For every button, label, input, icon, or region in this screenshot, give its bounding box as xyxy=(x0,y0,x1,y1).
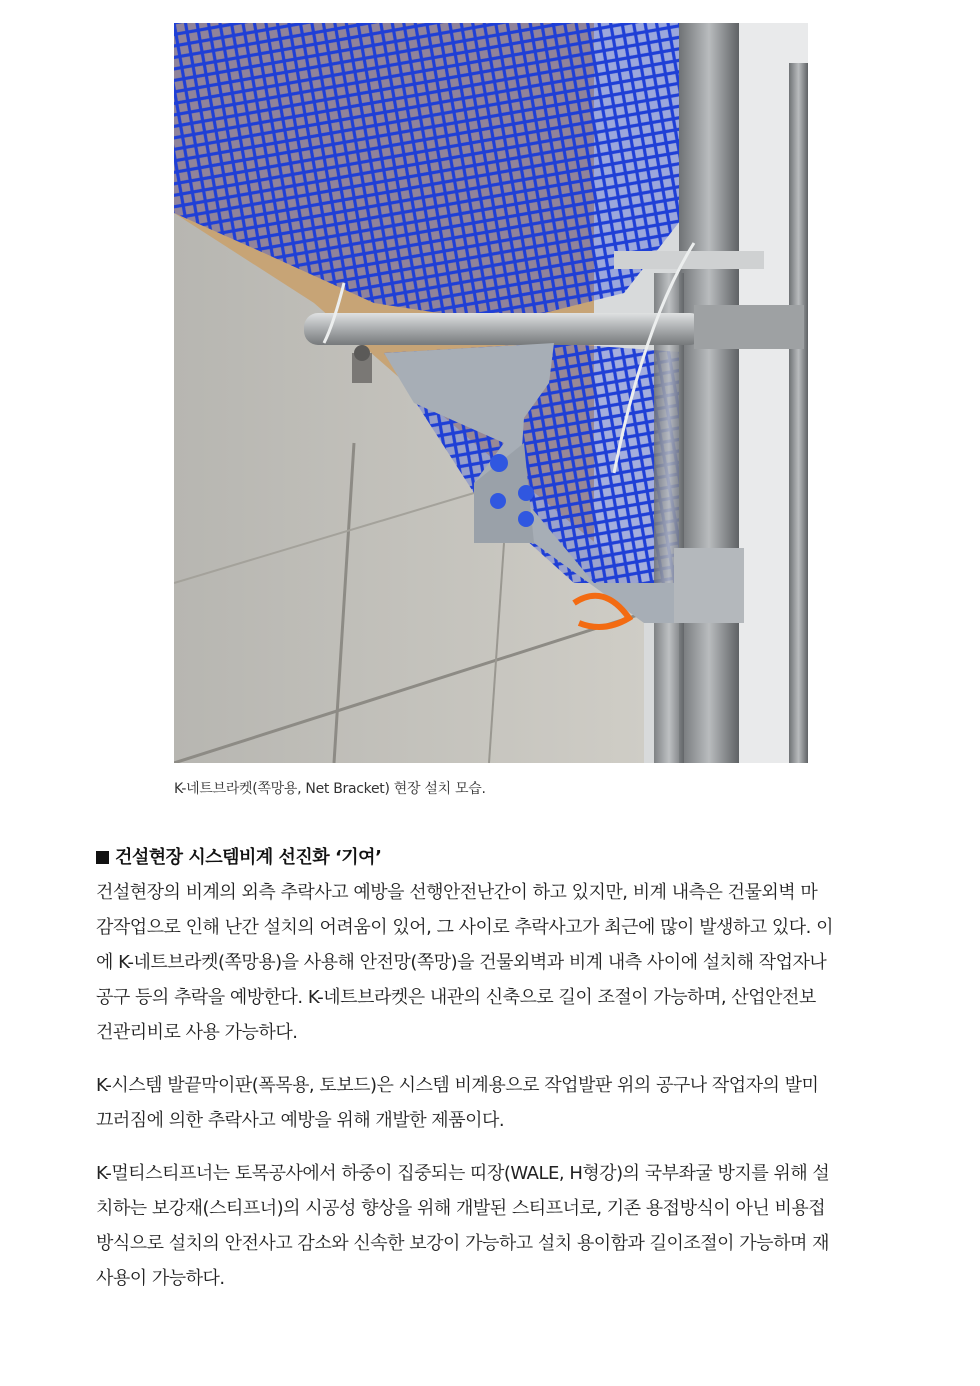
paragraph-line: 사용이 가능하다. xyxy=(96,1268,225,1289)
paragraph-line: 치하는 보강재(스티프너)의 시공성 향상을 위해 개발된 스티프너로, 기존 용접방식이 아닌 비용접 xyxy=(96,1198,826,1219)
paragraph-line: 공구 등의 추락을 예방한다. K-네트브라켓은 내관의 신축으로 길이 조절이 가능하며, 산업안전보 xyxy=(96,987,816,1008)
paragraph xyxy=(96,875,886,1050)
paragraph-line: K-멀티스티프너는 토목공사에서 하중이 집중되는 띠장(WALE, H형강)의 국부좌굴 방지를 위해 설 xyxy=(96,1163,830,1184)
paragraph-line: 감작업으로 인해 난간 설치의 어려움이 있어, 그 사이로 추락사고가 최근에 많이 발생하고 있다. 이 xyxy=(96,917,833,938)
photo-caption: K-네트브라켓(쪽망용, Net Bracket) 현장 설치 모습. xyxy=(174,781,486,797)
paragraph xyxy=(96,1156,886,1296)
section-heading-text: 건설현장 시스템비계 선진화 ‘기여’ xyxy=(115,847,382,868)
paragraph-line: 건관리비로 사용 가능하다. xyxy=(96,1022,298,1043)
paragraph-line: 건설현장의 비계의 외측 추락사고 예방을 선행안전난간이 하고 있지만, 비계 내측은 건물외벽 마 xyxy=(96,882,818,903)
paragraph-line: K-시스템 발끝막이판(폭목용, 토보드)은 시스템 비계용으로 작업발판 위의 공구나 작업자의 발미 xyxy=(96,1075,819,1096)
section-heading xyxy=(96,843,886,869)
paragraph-line: 방식으로 설치의 안전사고 감소와 신속한 보강이 가능하고 설치 용이함과 길이조절이 가능하며 재 xyxy=(96,1233,829,1254)
net-bracket-photo xyxy=(174,23,808,763)
article-body xyxy=(96,843,886,1314)
paragraph-line: 에 K-네트브라켓(쪽망용)을 사용해 안전망(쪽망)을 건물외벽과 비계 내측 사이에 설치해 작업자나 xyxy=(96,952,827,973)
paragraph-line: 끄러짐에 의한 추락사고 예방을 위해 개발한 제품이다. xyxy=(96,1110,505,1131)
paragraph xyxy=(96,1068,886,1138)
square-bullet-icon xyxy=(96,851,109,864)
